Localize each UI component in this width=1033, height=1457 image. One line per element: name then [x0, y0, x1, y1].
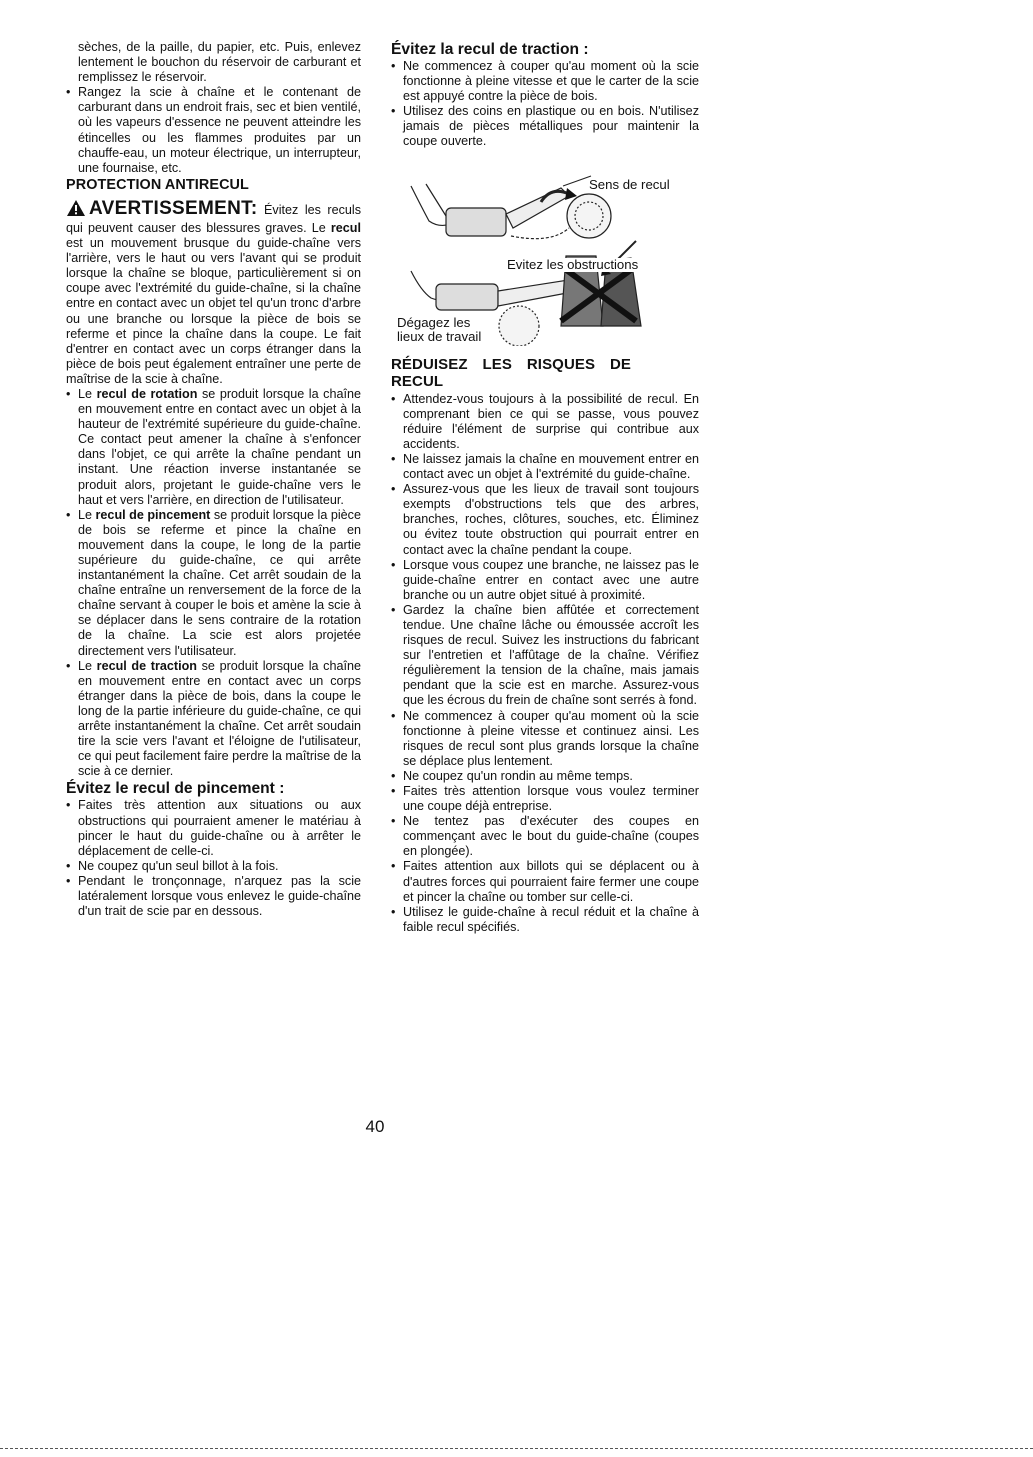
item-prefix: Le [78, 386, 97, 401]
reduisez-list [391, 392, 699, 935]
storage-list [66, 85, 361, 176]
item-prefix: Le [78, 658, 97, 673]
traction-list [391, 59, 699, 150]
heading-evitez-traction: Évitez la recul de traction : [391, 41, 589, 58]
list-item: • Ne laissez jamais la chaîne en mouvement entrer en contact avec un objet à l'extrémité du guide-chaîne. [391, 452, 699, 482]
label-degagez-line1: Dégagez les [397, 314, 471, 330]
item-text: se produit lorsque la pièce de bois se referme et pince la chaîne en mouvement dans la coupe, le long de la partie supérieure du guide-chaîne, ce qui arrête instantanément la chaîne. Cet arrêt soudain de la chaîne entraîne un renversement de la force de la chaîne servant à couper le bois et amène la scie à se déplacer dans le sens contraire de la rotation de la chaîne. La scie est alors projetée directement vers l'utilisateur. [78, 507, 361, 658]
item-text: se produit lorsque la chaîne en mouvement entre en contact avec un objet à la hauteur de l'extrémité supérieure du guide-chaîne. Ce contact peut amener la chaîne à s'enfoncer dans l'objet, ce qui arrête la chaîne pendant un instant. Une réaction inverse instantanée se produit alors, projetant le guide-chaîne vers le haut et vers l'arrière, en direction de l'utilisateur. [78, 386, 361, 507]
page-number: 40 [365, 1117, 385, 1136]
label-evitez-obstructions: Evitez les obstructions [507, 256, 639, 272]
label-sens-de-recul: Sens de recul [589, 176, 670, 192]
list-item: • Ne commencez à couper qu'au moment où la scie fonctionne à pleine vitesse et que le carter de la scie est appuyé contre la pièce de bois. [391, 59, 699, 104]
list-item: • Lorsque vous coupez une branche, ne laissez pas le guide-chaîne entrer en contact avec une autre branche ou un autre objet situé à proximité. [391, 558, 699, 603]
list-item: • Rangez la scie à chaîne et le contenant de carburant dans un endroit frais, sec et bien ventilé, où les vapeurs d'essence ne peuvent atteindre les étincelles ou les flammes produites par un chauffe-eau, un moteur électrique, un interrupteur, une fournaise, etc. [66, 85, 361, 176]
list-item: • Assurez-vous que les lieux de travail sont toujours exempts d'obstructions tels que des arbres, branches, roches, clôtures, souches, etc. Éliminez ou évitez toute obstruction qui pourrait entrer en contact avec la chaîne pendant la coupe. [391, 482, 699, 557]
warning-text-start: Évitez les reculs qui peuvent causer des blessures graves. Le [66, 202, 361, 235]
list-item: • Ne commencez à couper qu'au moment où la scie fonctionne à pleine vitesse et continuez ainsi. Les risques de recul sont plus grands lorsque la chaîne se déplace plus lentement. [391, 709, 699, 769]
term-recul-traction: recul de traction [96, 658, 197, 673]
heading-reduisez-risques: RÉDUISEZ LES RISQUES DE RECUL [391, 355, 631, 390]
term-recul-rotation: recul de rotation [96, 386, 198, 401]
kickback-types-list [66, 387, 361, 779]
intro-paragraph: sèches, de la paille, du papier, etc. Puis, enlevez lentement le bouchon du réservoir de carburant et remplissez le réservoir. [78, 40, 361, 85]
warning-triangle-icon [66, 199, 86, 221]
item-text: se produit lorsque la chaîne en mouvement entre en contact avec un corps étranger dans la pièce de bois, dans la coupe le long de la partie inférieure du guide-chaîne, ce qui arrête instantanément la chaîne. Cet arrêt soudain tire la scie vers l'avant et l'éloigne de l'utilisateur, ce qui peut facilement faire perdre la maîtrise de la scie à ce dernier. [78, 658, 361, 779]
list-item: • Utilisez le guide-chaîne à recul réduit et la chaîne à faible recul spécifiés. [391, 905, 699, 935]
list-item-pincement [66, 508, 361, 659]
list-item: • Faites attention aux billots qui se déplacent ou à d'autres forces qui pourraient faire fermer une coupe et pincer la chaîne ou tomber sur celle-ci. [391, 859, 699, 904]
list-item-rotation [66, 387, 361, 508]
list-item: • Ne coupez qu'un seul billot à la fois. [66, 859, 361, 874]
left-column [66, 40, 361, 919]
list-item: • Utilisez des coins en plastique ou en bois. N'utilisez jamais de pièces métalliques pour maintenir la coupe ouverte. [391, 104, 699, 149]
warning-paragraph [66, 199, 361, 387]
list-item: • Pendant le tronçonnage, n'arquez pas la scie latéralement lorsque vous enlevez le guide-chaîne d'un trait de scie par en dessous. [66, 874, 361, 919]
pincement-list [66, 798, 361, 919]
page-bottom-rule [0, 1448, 1033, 1449]
heading-evitez-pincement: Évitez le recul de pincement : [66, 780, 285, 798]
list-item: • Faites très attention lorsque vous voulez terminer une coupe déjà entreprise. [391, 784, 699, 814]
warning-text-rest: est un mouvement brusque du guide-chaîne vers l'arrière, vers le haut ou vers l'avant qui se produit lorsque la chaîne se bloque, particulièrement si on coupe avec l'extrémité du guide-chaîne, si la chaîne entre en contact avec un objet tel qu'un tronc d'arbre ou une branche ou lorsque la pièce de bois se referme et pince la chaîne dans la coupe. Le fait d'entrer en contact avec un corps étranger dans la pièce de bois peut également entraîner une perte de maîtrise de la scie à chaîne. [66, 236, 361, 386]
warning-term-recul: recul [330, 220, 361, 235]
kickback-illustration [391, 166, 691, 346]
list-item: • Ne coupez qu'un rondin au même temps. [391, 769, 699, 784]
list-item: • Ne tentez pas d'exécuter des coupes en commençant avec le bout du guide-chaîne (coupes en plongée). [391, 814, 699, 859]
list-item: • Attendez-vous toujours à la possibilité de recul. En comprenant bien ce qui se passe, vous pouvez réduire l'élément de surprise qui contribue aux accidents. [391, 392, 699, 452]
term-recul-pincement: recul de pincement [95, 507, 211, 522]
list-item-traction [66, 659, 361, 780]
item-prefix: Le [78, 507, 96, 522]
warning-title: AVERTISSEMENT: [89, 197, 258, 219]
list-item: • Faites très attention aux situations ou aux obstructions qui pourraient amener le matériau à pincer le haut du guide-chaîne ou à arrêter le déplacement de celle-ci. [66, 798, 361, 858]
list-item: • Gardez la chaîne bien affûtée et correctement tendue. Une chaîne lâche ou émoussée accroît les risques de recul. Suivez les instructions du fabricant sur l'entretien et l'affûtage de la chaîne. Vérifiez régulièrement la tension de la chaîne, mais jamais pendant que la scie est en marche. Assurez-vous que les écrous du frein de chaîne sont serrés à fond. [391, 603, 699, 709]
heading-protection-antirecul: PROTECTION ANTIRECUL [66, 176, 249, 193]
label-degagez-line2: lieux de travail [397, 328, 482, 344]
right-column [391, 40, 699, 935]
